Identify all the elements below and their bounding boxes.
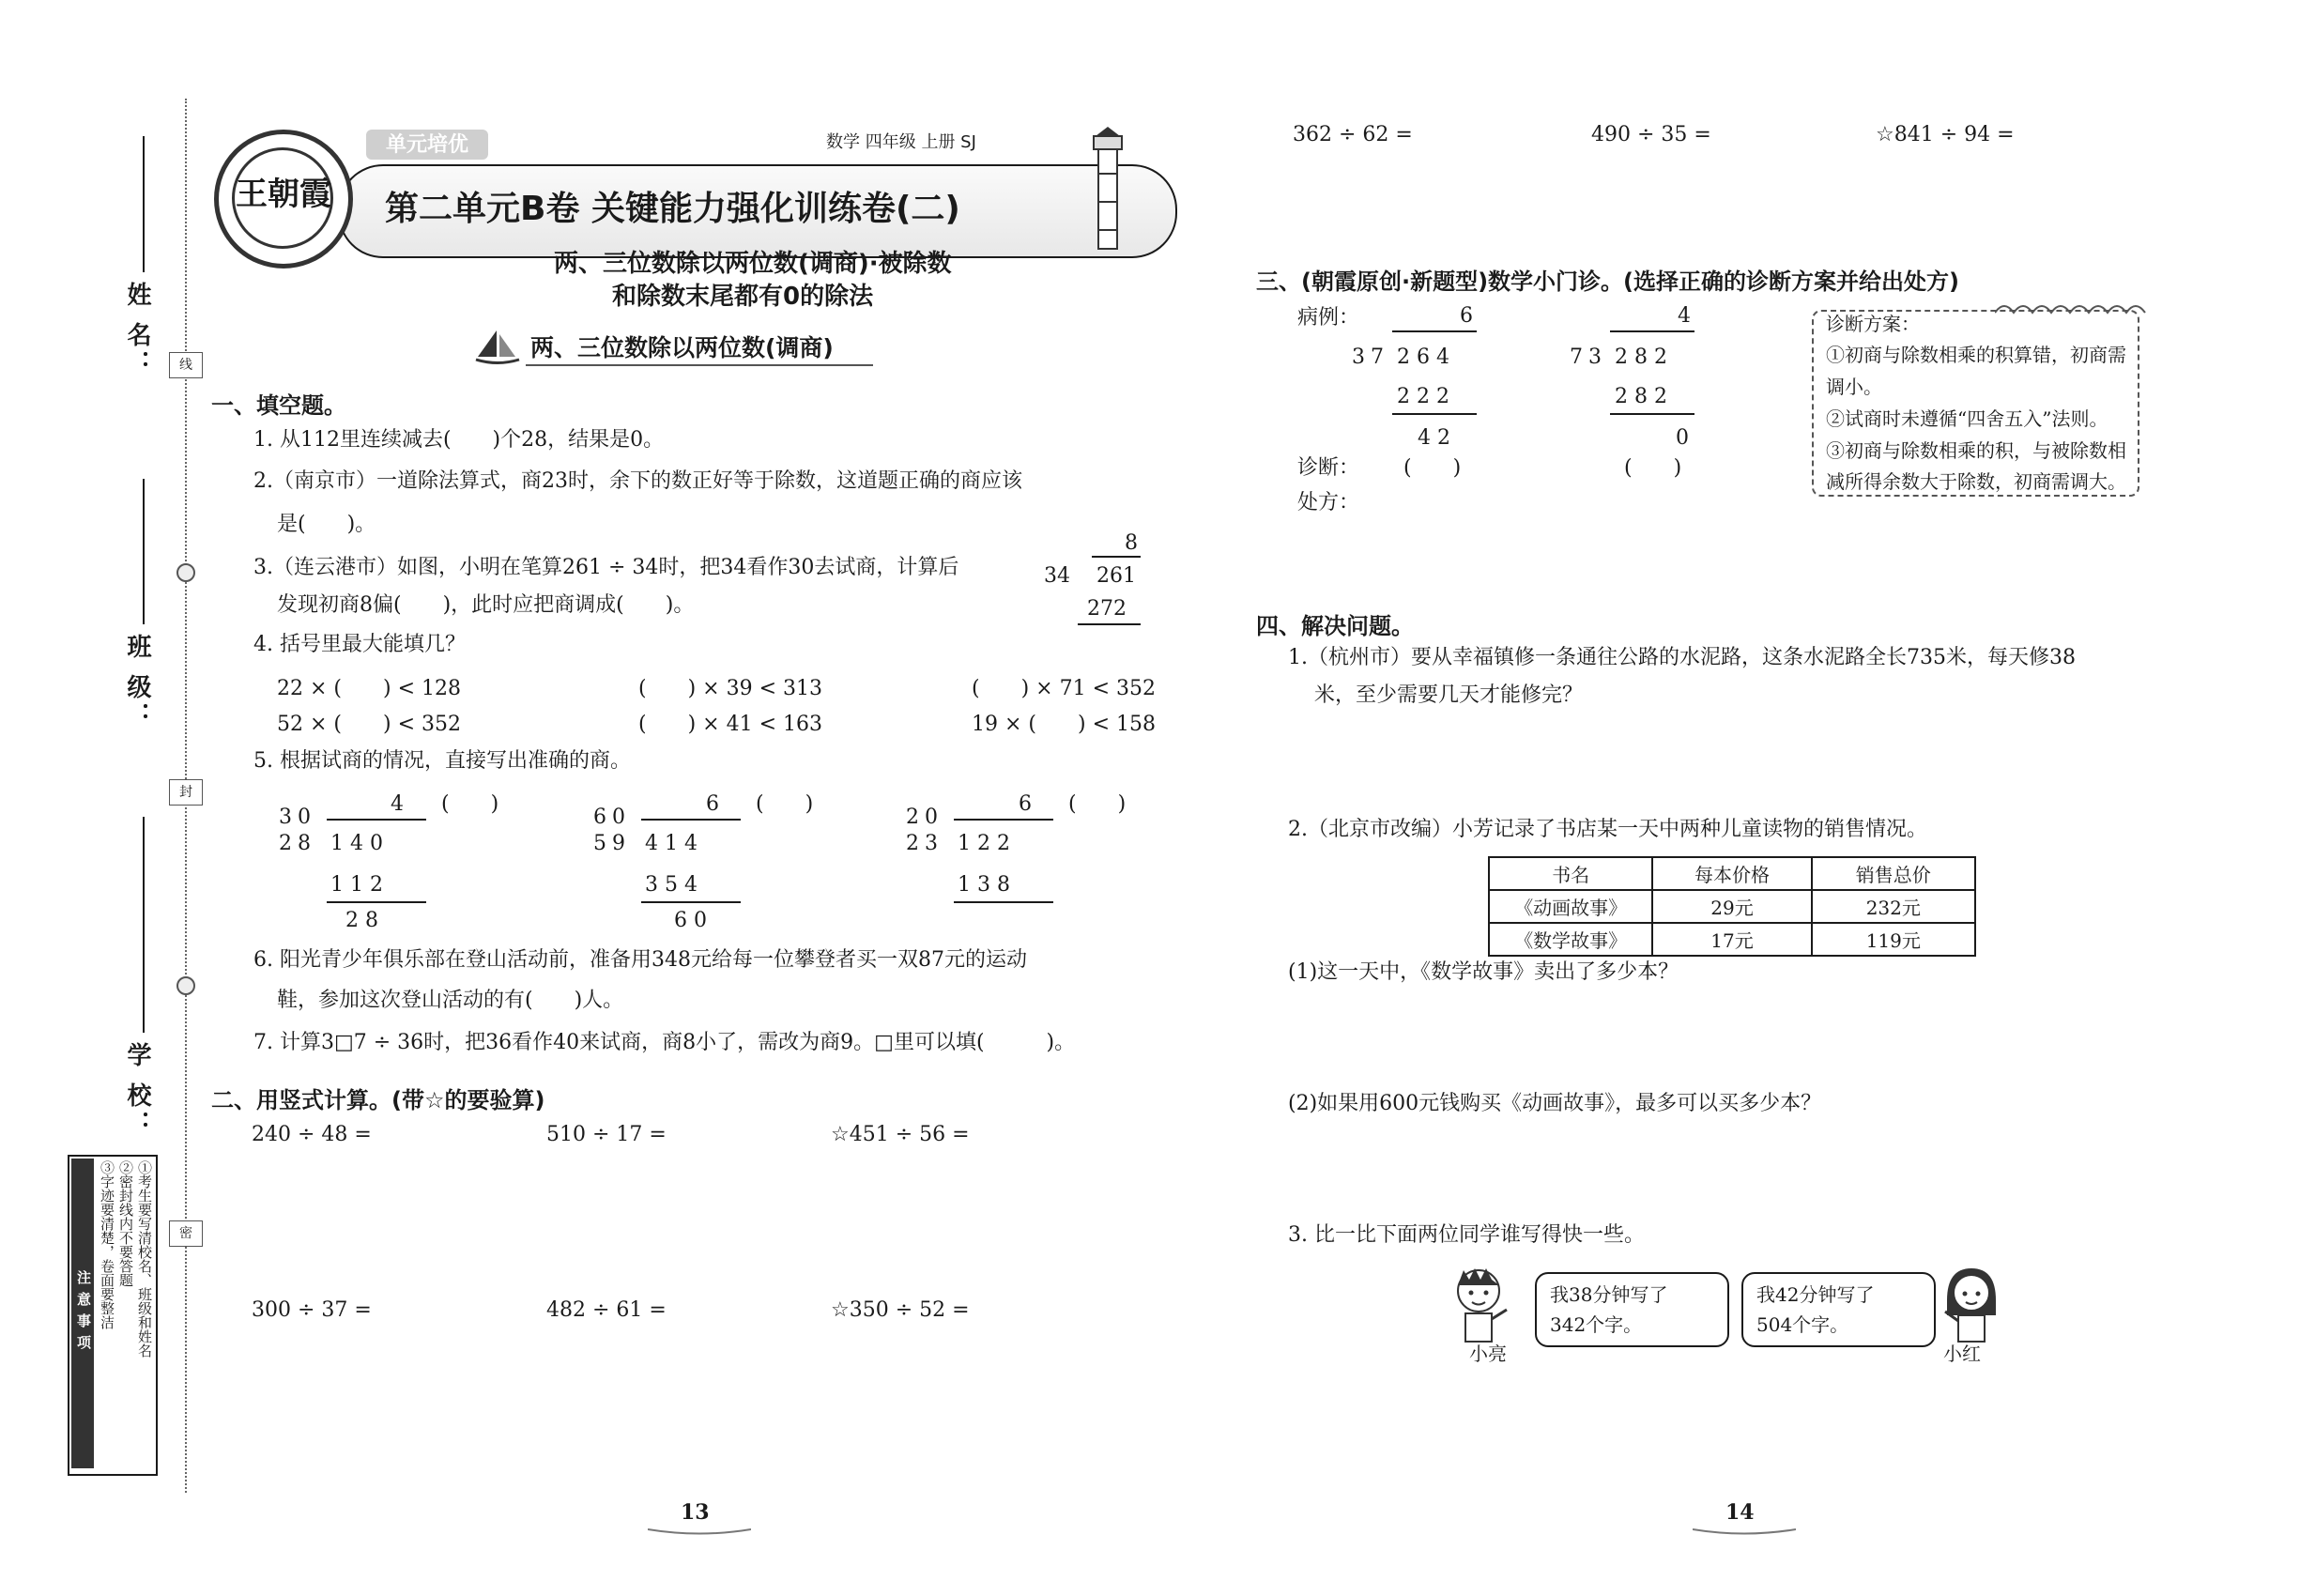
q1-1: 1. 从112里连续减去( )个28，结果是0。 [253,428,665,452]
girl-figure-icon [1934,1263,2009,1347]
diagnosis-label: 诊断： [1297,456,1360,480]
fig-product: 272 [1087,597,1127,621]
binding-hole-icon [176,563,195,582]
q4-1-line2: 米，至少需要几天才能修完？ [1314,683,1584,707]
page-number-right: 14 [1725,1500,1755,1525]
table-cell: 《动画故事》 [1489,890,1652,923]
paper-subtitle-2: 和除数末尾都有0的除法 [612,283,874,311]
q1-4: 4. 括号里最大能填几？ [253,633,466,656]
diagnosis-blank-1[interactable]: ( ) [1403,456,1462,480]
paper-title: 第二单元B卷 关键能力强化训练卷(二) [385,190,960,228]
notice-box [68,1155,158,1476]
q4-1-line1: 1.（杭州市）要从幸福镇修一条通往公路的水泥路，这条水泥路全长735米，每天修38 [1288,646,2076,669]
calc-item: 240 ÷ 48 = [252,1123,372,1146]
girl-name: 小红 [1943,1343,1981,1365]
notice-items [98,1160,154,1358]
q1-4-item: 19 × ( ) < 158 [972,713,1156,736]
fig-dividend: 261 [1096,564,1136,588]
school-label: 学 校： [123,1042,151,1140]
notice-label: 注意事项 [71,1159,94,1468]
table-header-row [1489,857,1975,890]
girl-speech-bubble: 我42分钟写了 504个字。 [1741,1272,1936,1347]
seam-mark-line: 线 [169,352,203,378]
notice-item: ②密封线内不要答题 [117,1160,134,1287]
q4-3: 3. 比一比下面两位同学谁写得快一些。 [1288,1223,1645,1247]
example-label: 病例： [1297,306,1360,330]
part3-heading: 三、(朝霞原创·新题型)数学小门诊。(选择正确的诊断方案并给出处方) [1256,269,1959,295]
page-number-left: 13 [681,1500,710,1525]
boy-name: 小亮 [1469,1343,1507,1365]
school-fill-line[interactable] [143,817,145,1033]
q4-2-1: (1)这一天中，《数学故事》卖出了多少本？ [1288,960,1679,984]
fig-divisor: 34 [1044,564,1070,588]
part4-heading: 四、解决问题。 [1256,613,1414,639]
q1-4-item: ( ) × 39 < 313 [638,677,822,700]
calc-item: 490 ÷ 35 = [1591,123,1711,146]
q1-6-line2: 鞋，参加这次登山活动的有( )人。 [277,989,624,1012]
calc-item: ☆841 ÷ 94 = [1876,123,2015,146]
q4-2-2: (2)如果用600元钱购买《动画故事》，最多可以买多少本？ [1288,1092,1822,1115]
page-number-ornament-icon [1693,1523,1796,1536]
table-cell: 《数学故事》 [1489,923,1652,956]
binding-hole-icon [176,976,195,995]
q1-4-item: 22 × ( ) < 128 [277,677,461,700]
diagnosis-plan-box [1812,310,2139,497]
q1-2-line1: 2.（南京市）一道除法算式，商23时，余下的数正好等于除数，这道题正确的商应该 [253,469,1022,493]
table-row [1489,923,1975,956]
notice-item: ③字迹要清楚，卷面要整洁 [99,1160,115,1329]
class-fill-line[interactable] [143,479,145,624]
seam-mark-seal: 封 [169,779,203,806]
part1-heading: 一、填空题。 [211,392,346,419]
grade-meta: 数学 四年级 上册 SJ [826,132,976,152]
q1-4-item: ( ) × 41 < 163 [638,713,822,736]
plan-item: ②试商时未遵循“四舍五入”法则。 [1826,407,2108,430]
plan-item: 减所得余数大于除数，初商需调大。 [1826,470,2126,493]
q4-2: 2.（北京市改编）小芳记录了书店某一天中两种儿童读物的销售情况。 [1288,818,1927,841]
q1-5: 5. 根据试商的情况，直接写出准确的商。 [253,749,631,773]
class-label: 班 级： [123,634,151,731]
table-header: 每本价格 [1652,857,1811,890]
calc-item: 300 ÷ 37 = [252,1298,372,1322]
name-label: 姓 名： [123,282,151,379]
table-row [1489,890,1975,923]
calc-item: ☆350 ÷ 52 = [831,1298,970,1322]
logo-text: 王朝霞 [236,176,331,213]
q1-3-line1: 3.（连云港市）如图，小明在笔算261 ÷ 34时，把34看作30去试商，计算后 [253,556,959,579]
plan-title: 诊断方案： [1826,313,1920,335]
table-header: 书名 [1489,857,1652,890]
fig-quotient: 8 [1125,531,1138,555]
q1-2-line2: 是( )。 [277,513,376,536]
table-cell: 119元 [1812,923,1975,956]
q1-6-line1: 6. 阳光青少年俱乐部在登山活动前，准备用348元给每一位攀登者买一双87元的运动 [253,948,1027,972]
notice-item: ①考生要写清校名、班级和姓名 [136,1160,153,1358]
page-number-ornament-icon [648,1523,751,1536]
table-cell: 232元 [1812,890,1975,923]
seam-mark-secret: 密 [169,1220,203,1247]
boy-speech-bubble: 我38分钟写了 342个字。 [1535,1272,1729,1347]
brand-logo [214,130,353,269]
plan-item: ③初商与除数相乘的积，与被除数相 [1826,439,2126,462]
q1-7: 7. 计算3□7 ÷ 36时，把36看作40来试商，商8小了，需改为商9。□里可以填( )。 [253,1031,1076,1054]
plan-item: ①初商与除数相乘的积算错，初商需 [1826,344,2126,366]
q1-4-item: 52 × ( ) < 352 [277,713,461,736]
calc-item: 362 ÷ 62 = [1293,123,1413,146]
sailboat-icon [474,329,521,366]
diagnosis-blank-2[interactable]: ( ) [1624,456,1682,480]
boy-figure-icon [1441,1263,1516,1347]
lighthouse-icon [1084,127,1131,258]
paper-subtitle-1: 两、三位数除以两位数(调商)·被除数 [554,250,952,278]
banner-underline [526,364,873,366]
calc-item: 510 ÷ 17 = [546,1123,667,1146]
sales-table [1488,856,1976,957]
calc-item: 482 ÷ 61 = [546,1298,667,1322]
unit-badge: 单元培优 [366,130,488,160]
plan-item: 调小。 [1826,376,1882,398]
table-cell: 29元 [1652,890,1811,923]
section-banner: 两、三位数除以两位数(调商) [530,334,834,361]
prescription-label: 处方： [1297,491,1360,514]
q1-3-line2: 发现初商8偏( )，此时应把商调成( )。 [277,593,695,617]
part2-heading: 二、用竖式计算。(带☆的要验算) [211,1087,545,1113]
q1-4-item: ( ) × 71 < 352 [972,677,1156,700]
table-header: 销售总价 [1812,857,1975,890]
name-fill-line[interactable] [143,136,145,272]
calc-item: ☆451 ÷ 56 = [831,1123,970,1146]
table-cell: 17元 [1652,923,1811,956]
